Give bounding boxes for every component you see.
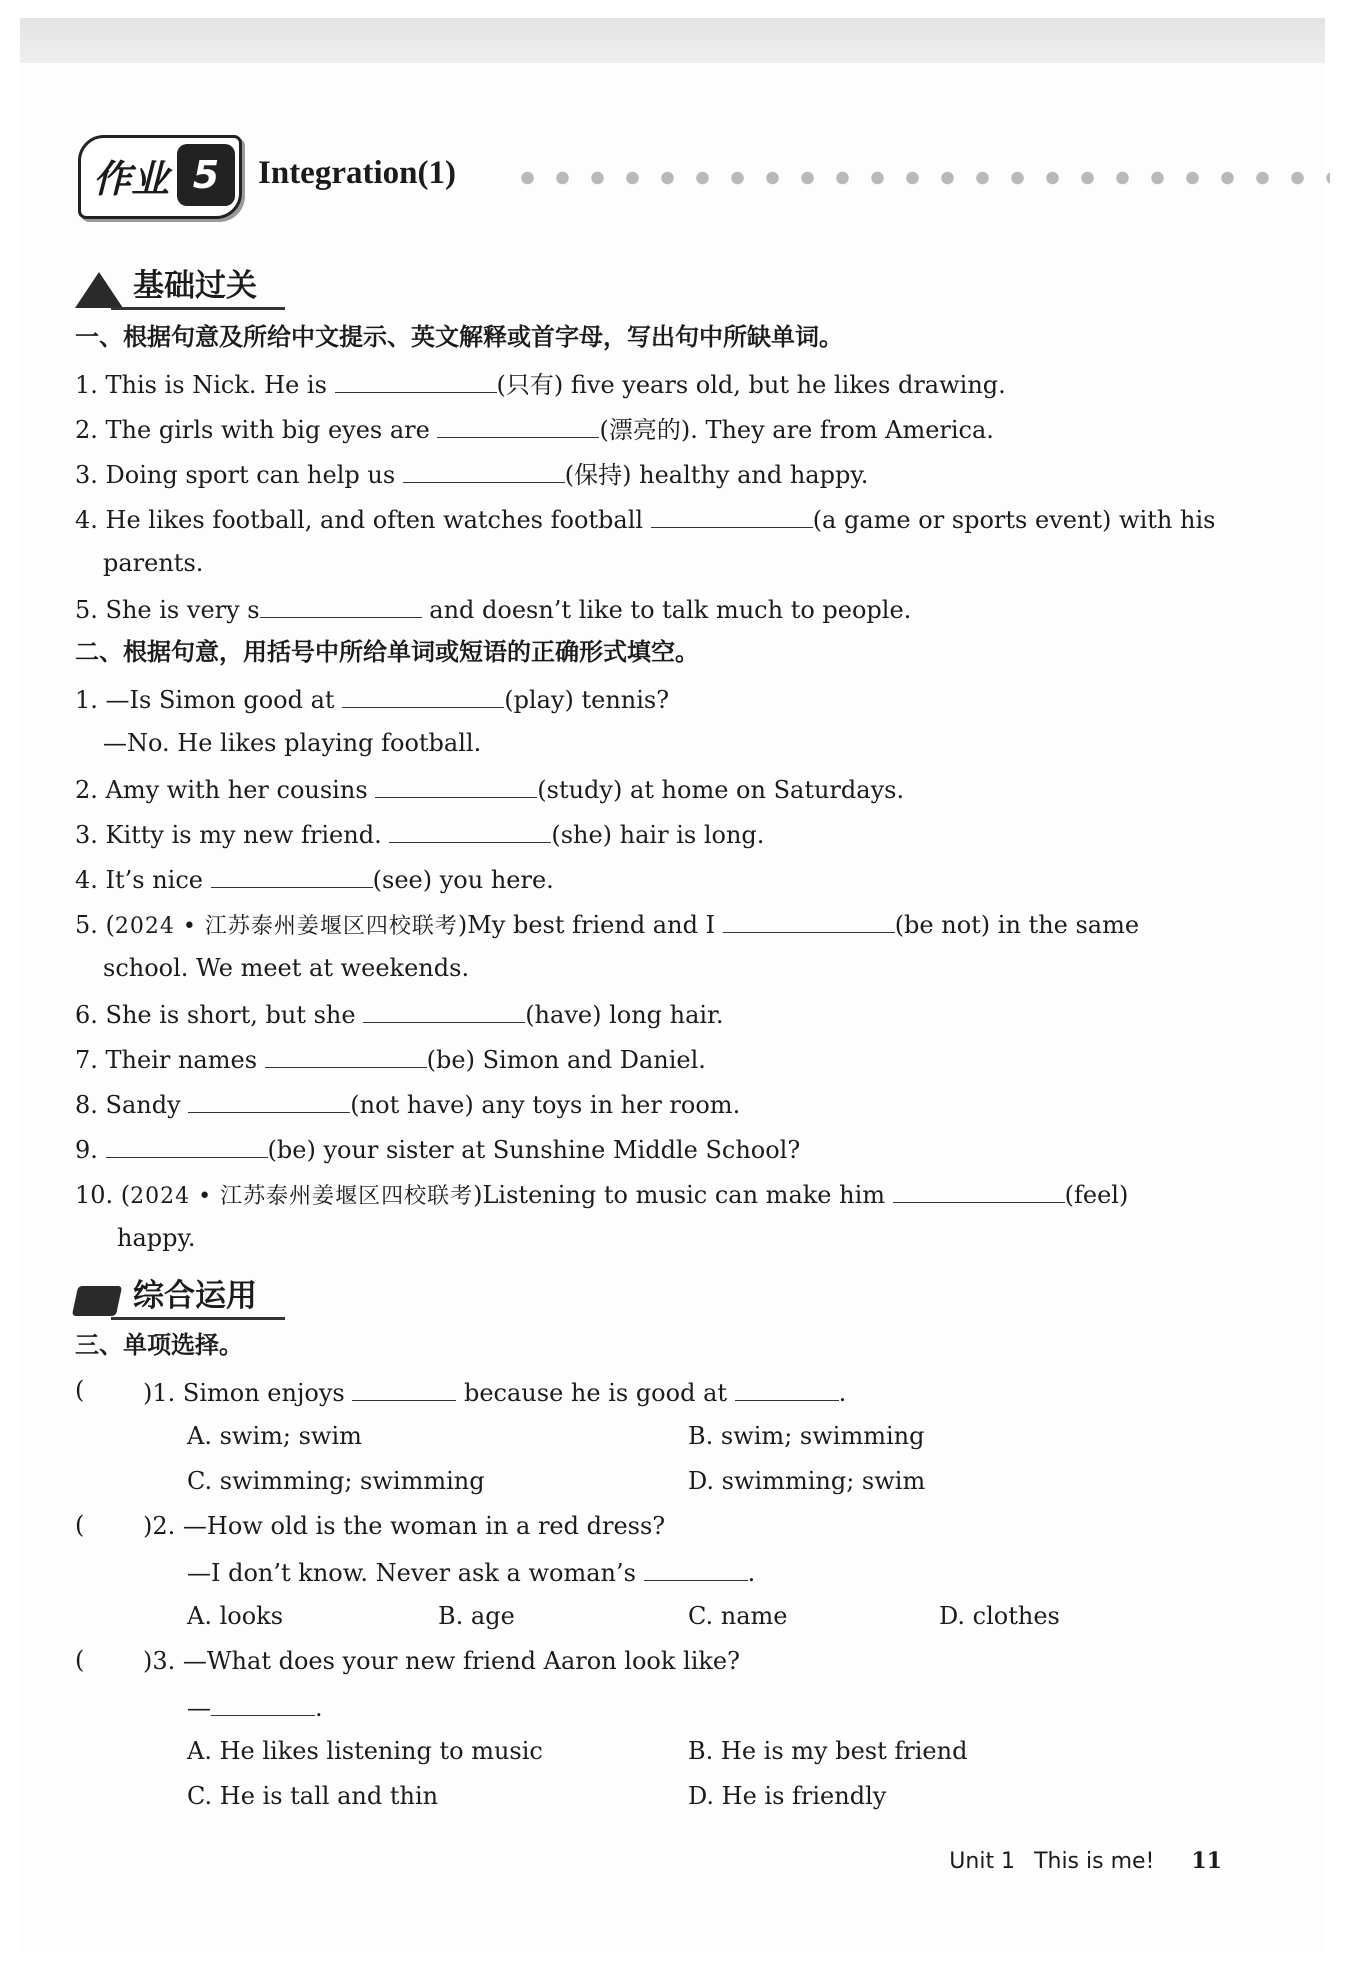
question-text: 8. Sandy (75, 1091, 189, 1119)
option-c[interactable]: C. swimming; swimming (187, 1467, 485, 1495)
mc-stem: )2. —How old is the woman in a red dress? (143, 1512, 666, 1540)
answer-blank[interactable] (437, 413, 599, 438)
question-line (75, 503, 1215, 535)
question-text: 2. The girls with big eyes are (75, 416, 438, 444)
page-number: 11 (1191, 1848, 1222, 1874)
question-text: (not have) any toys in her room. (350, 1091, 741, 1119)
question-line (75, 593, 911, 625)
question-continuation: school. We meet at weekends. (103, 954, 470, 982)
dotted-divider (510, 171, 1330, 185)
question-text: (保持) healthy and happy. (564, 461, 869, 489)
question-line (75, 863, 554, 895)
question-continuation: —No. He likes playing football. (103, 729, 482, 757)
page-footer (949, 1848, 1222, 1874)
badge-label: 作业 (93, 157, 170, 201)
option-d[interactable]: D. clothes (939, 1602, 1060, 1630)
question-line (75, 1088, 740, 1120)
question-text: . (747, 1559, 756, 1587)
answer-blank[interactable] (265, 1043, 427, 1068)
question-line (75, 368, 1006, 400)
option-c[interactable]: C. He is tall and thin (187, 1782, 439, 1810)
answer-blank[interactable] (106, 1133, 268, 1158)
answer-paren[interactable]: ( (75, 1376, 85, 1404)
mountain-icon (75, 272, 123, 308)
option-a[interactable]: A. swim; swim (187, 1422, 362, 1450)
option-b[interactable]: B. age (438, 1602, 515, 1630)
answer-blank[interactable] (342, 683, 504, 708)
question-text: (play) tennis? (504, 686, 670, 714)
question-text: (be) your sister at Sunshine Middle School? (267, 1136, 801, 1164)
top-scan-strip (20, 18, 1325, 63)
question-continuation: happy. (117, 1224, 196, 1252)
source-note: 2024 • 江苏泰州姜堰区四校联考 (114, 914, 458, 939)
option-a[interactable]: A. looks (187, 1602, 284, 1630)
answer-blank[interactable] (375, 773, 537, 798)
mc-stem-2 (187, 1691, 323, 1723)
answer-blank[interactable] (389, 818, 551, 843)
badge-number: 5 (177, 144, 235, 206)
question-text: (feel) (1064, 1181, 1129, 1209)
lesson-header (78, 135, 1328, 215)
question-line (75, 1178, 1128, 1212)
question-text: (a game or sports event) with his (812, 506, 1216, 534)
question-text: 4. He likes football, and often watches football (75, 506, 651, 534)
question-text: 4. It’s nice (75, 866, 211, 894)
section-title: 基础过关 (133, 268, 257, 304)
heading-underline (111, 1317, 285, 1320)
answer-paren[interactable]: ( (75, 1511, 85, 1539)
section-heading-basics (75, 258, 285, 310)
option-d[interactable]: D. He is friendly (688, 1782, 887, 1810)
option-a[interactable]: A. He likes listening to music (187, 1737, 543, 1765)
part2-instruction: 二、根据句意，用括号中所给单词或短语的正确形式填空。 (75, 638, 699, 666)
question-text: — (187, 1694, 211, 1722)
question-text: . (315, 1694, 323, 1722)
mc-stem: )3. —What does your new friend Aaron look like? (143, 1647, 740, 1675)
question-text: 2. Amy with her cousins (75, 776, 376, 804)
question-line (75, 413, 994, 445)
source-note: 2024 • 江苏泰州姜堰区四校联考 (130, 1184, 474, 1209)
question-continuation: parents. (103, 549, 204, 577)
question-text: (只有) five years old, but he likes drawing. (496, 371, 1006, 399)
question-text: (be not) in the same (894, 911, 1140, 939)
question-text: 1. This is Nick. He is (75, 371, 335, 399)
answer-paren[interactable]: ( (75, 1646, 85, 1674)
answer-blank[interactable] (403, 458, 565, 483)
question-text: (she) hair is long. (551, 821, 765, 849)
answer-blank[interactable] (363, 998, 525, 1023)
answer-blank[interactable] (211, 1691, 315, 1716)
question-text: (see) you here. (372, 866, 554, 894)
answer-blank[interactable] (352, 1376, 456, 1401)
question-text: because he is good at (456, 1379, 735, 1407)
answer-blank[interactable] (211, 863, 373, 888)
question-text: (study) at home on Saturdays. (537, 776, 905, 804)
section-title: 综合运用 (133, 1278, 257, 1314)
footer-title: This is me! (1034, 1849, 1155, 1874)
question-line (75, 773, 904, 805)
answer-blank[interactable] (644, 1556, 748, 1581)
question-text: )1. Simon enjoys (143, 1379, 353, 1407)
question-text: )My best friend and I (457, 911, 723, 939)
answer-blank[interactable] (735, 1376, 839, 1401)
question-text: (漂亮的). They are from America. (599, 416, 994, 444)
question-text: (have) long hair. (525, 1001, 724, 1029)
part1-instruction: 一、根据句意及所给中文提示、英文解释或首字母，写出句中所缺单词。 (75, 323, 843, 351)
question-text: 1. —Is Simon good at (75, 686, 343, 714)
homework-badge (78, 135, 242, 219)
question-line (75, 1133, 800, 1165)
section-heading-application (75, 1268, 285, 1320)
option-c[interactable]: C. name (688, 1602, 788, 1630)
question-line (75, 683, 669, 715)
question-text: 5. ( (75, 911, 115, 939)
question-line (75, 1043, 706, 1075)
question-text: —I don’t know. Never ask a woman’s (187, 1559, 644, 1587)
mc-stem-2 (187, 1556, 755, 1588)
question-text: 6. She is short, but she (75, 1001, 364, 1029)
footer-unit: Unit 1 (949, 1849, 1016, 1874)
heading-underline (111, 307, 285, 310)
book-icon (72, 1286, 122, 1316)
question-text: . (838, 1379, 847, 1407)
question-text: 3. Kitty is my new friend. (75, 821, 390, 849)
question-text: (be) Simon and Daniel. (426, 1046, 706, 1074)
option-d[interactable]: D. swimming; swim (688, 1467, 926, 1495)
question-text: 5. She is very s (75, 596, 260, 624)
question-text: 10. ( (75, 1181, 131, 1209)
option-b[interactable]: B. He is my best friend (688, 1737, 968, 1765)
question-text: 9. (75, 1136, 106, 1164)
answer-blank[interactable] (188, 1088, 350, 1113)
question-line (75, 818, 764, 850)
mc-stem (143, 1376, 846, 1408)
question-line (75, 908, 1139, 942)
part3-instruction: 三、单项选择。 (75, 1331, 243, 1359)
answer-blank[interactable] (335, 368, 497, 393)
answer-blank[interactable] (723, 908, 895, 933)
lesson-title: Integration(1) (258, 155, 456, 191)
answer-blank[interactable] (893, 1178, 1065, 1203)
question-line (75, 458, 868, 490)
answer-blank[interactable] (651, 503, 813, 528)
question-line (75, 998, 724, 1030)
option-b[interactable]: B. swim; swimming (688, 1422, 925, 1450)
question-text: )Listening to music can make him (473, 1181, 893, 1209)
question-text: 3. Doing sport can help us (75, 461, 403, 489)
question-text: and doesn’t like to talk much to people. (421, 596, 912, 624)
question-text: 7. Their names (75, 1046, 265, 1074)
answer-blank[interactable] (260, 593, 422, 618)
